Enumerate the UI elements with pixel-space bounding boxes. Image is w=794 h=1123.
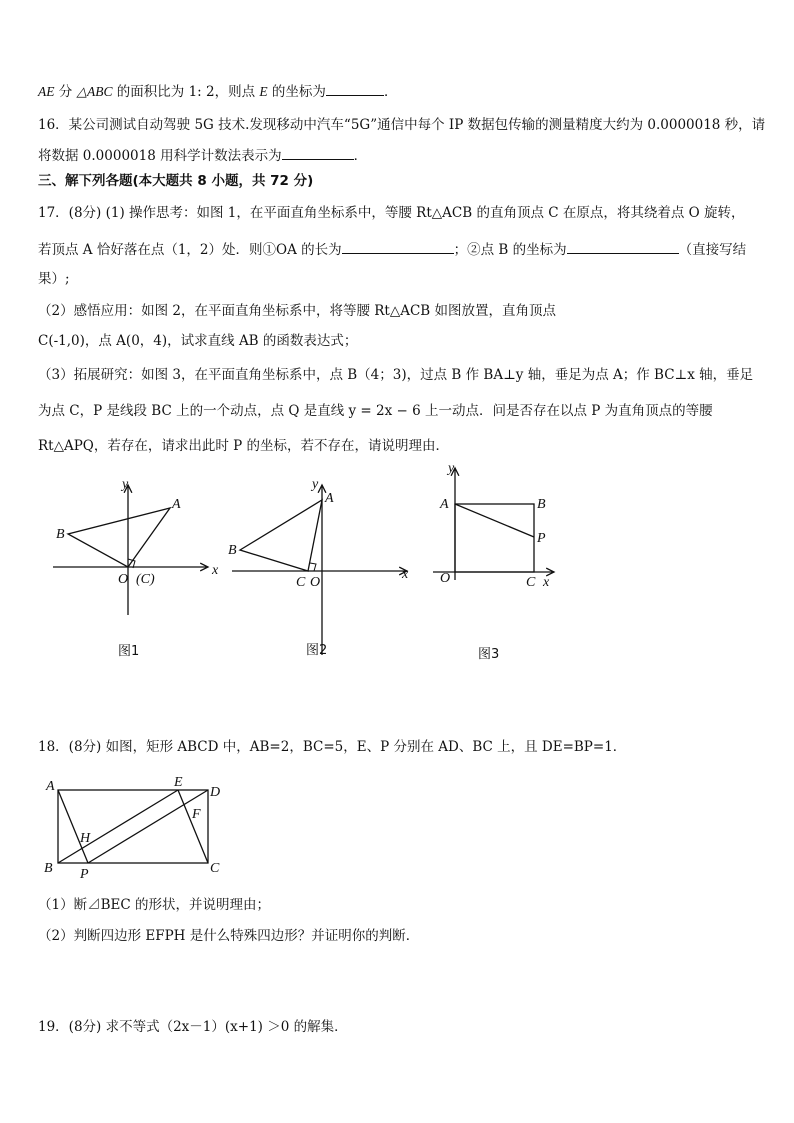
q17-b-blank[interactable] [567, 240, 679, 254]
q18-line1: 18．(8分) 如图，矩形 ABCD 中，AB=2，BC=5，E、P 分别在 AD、BC 上，且 DE=BP=1． [38, 739, 627, 755]
q17-text: 若顶点 A 恰好落在点（1，2）处．则①OA 的长为 [38, 242, 342, 258]
q16-line1: 16．某公司测试自动驾驶 5G 技术.发现移动中汽车“5G”通信中每个 IP 数据包传输的测量精度大约为 0.0000018 秒，请 [38, 117, 766, 133]
fig3-label-a: A [440, 497, 449, 512]
fig3-rectangle [455, 504, 534, 572]
q15-text: 分 [54, 84, 77, 100]
q15-text: 的坐标为 [267, 84, 326, 100]
q15-point: E [259, 84, 268, 99]
fig18-segment-pd [88, 790, 208, 863]
q17-text: ；②点 B 的坐标为 [453, 242, 567, 258]
q16-line2 [38, 146, 367, 165]
fig18-label-d: D [210, 785, 221, 800]
q15-triangle: △ABC [76, 84, 113, 99]
fig2-label-c: C [296, 575, 306, 590]
fig1-label-o: O [118, 572, 129, 587]
fig2-right-angle [310, 563, 316, 571]
q16-answer-blank[interactable] [282, 146, 354, 160]
fig3-label-x: x [543, 575, 550, 590]
q18-part2: （2）判断四边形 EFPH 是什么特殊四边形？并证明你的判断． [38, 928, 420, 944]
q15-tail [38, 82, 397, 101]
fig18-label-p: P [80, 867, 89, 882]
fig2-label-o: O [310, 575, 321, 590]
fig1-label-c: (C) [136, 572, 155, 587]
q16-text: 将数据 0.0000018 用科学计数法表示为 [38, 148, 282, 164]
fig18-label-f: F [192, 807, 201, 822]
figure-1 [48, 470, 228, 670]
fig3-label-b: B [537, 497, 546, 512]
fig18-label-e: E [174, 775, 183, 790]
fig2-label-b: B [228, 543, 237, 558]
section-header: 三、解下列各题(本大题共 8 小题，共 72 分) [38, 173, 314, 189]
q15-text: 的面积比为 1: 2，则点 [112, 84, 260, 100]
fig3-segment-ap [455, 504, 534, 537]
fig18-rectangle-abcd [58, 790, 208, 863]
fig3-label-c: C [526, 575, 536, 590]
q17-oa-blank[interactable] [342, 240, 454, 254]
fig2-label-y: y [312, 477, 319, 492]
fig1-label-b: B [56, 527, 65, 542]
q19-line1: 19．(8分) 求不等式（2x－1）(x+1) ＞0 的解集． [38, 1019, 348, 1035]
fig2-caption: 图2 [306, 643, 328, 658]
q17-line7: 为点 C，P 是线段 BC 上的一个动点，点 Q 是直线 y = 2x − 6 上一动点．问是否存在以点 P 为直角顶点的等腰 [38, 403, 713, 419]
fig3-label-y: y [448, 462, 455, 476]
fig18-label-b: B [44, 861, 53, 876]
fig18-segment-ap [58, 790, 88, 863]
q15-segment: AE [38, 84, 55, 99]
q17-line1: 17．(8分) (1) 操作思考：如图 1，在平面直角坐标系中，等腰 Rt△ACB 的直角顶点 C 在原点，将其绕着点 O 旋转， [38, 205, 745, 221]
fig1-triangle [68, 508, 170, 567]
q17-line4: （2）感悟应用：如图 2，在平面直角坐标系中，将等腰 Rt△ACB 如图放置，直角顶点 [38, 303, 557, 319]
q17-line2 [38, 240, 746, 259]
fig2-triangle [240, 500, 322, 571]
fig18-segment-be [58, 790, 178, 863]
fig18-label-c: C [210, 861, 220, 876]
q17-line3: 果）; [38, 271, 70, 287]
fig2-label-a: A [325, 491, 334, 506]
q17-line6: （3）拓展研究：如图 3，在平面直角坐标系中，点 B（4；3)，过点 B 作 BA⊥y 轴，垂足为点 A；作 BC⊥x 轴，垂足 [38, 367, 754, 383]
q17-line8: Rt△APQ，若存在，请求出此时 P 的坐标，若不存在，请说明理由． [38, 438, 450, 454]
figure-3 [428, 462, 568, 672]
q17-line5: C(-1,0)，点 A(0，4)，试求直线 AB 的函数表达式； [38, 333, 358, 349]
fig3-label-p: P [537, 531, 546, 546]
q17-text: （直接写结 [678, 242, 747, 258]
fig1-label-y: y [122, 477, 129, 492]
fig1-label-a: A [172, 497, 181, 512]
q15-text: ． [383, 84, 398, 100]
fig2-label-x: x [402, 567, 409, 582]
figure-2 [222, 470, 422, 670]
q16-text: ． [353, 148, 368, 164]
fig1-caption: 图1 [118, 644, 140, 659]
fig3-caption: 图3 [478, 647, 500, 662]
fig18-segment-ec [178, 790, 208, 863]
fig18-label-a: A [46, 779, 55, 794]
figure-18 [40, 774, 230, 884]
q15-answer-blank[interactable] [326, 82, 384, 96]
fig18-label-h: H [80, 831, 91, 846]
q18-part1: （1）断⊿BEC 的形状，并说明理由； [38, 897, 270, 913]
fig3-label-o: O [440, 571, 451, 586]
fig1-label-x: x [212, 563, 219, 578]
